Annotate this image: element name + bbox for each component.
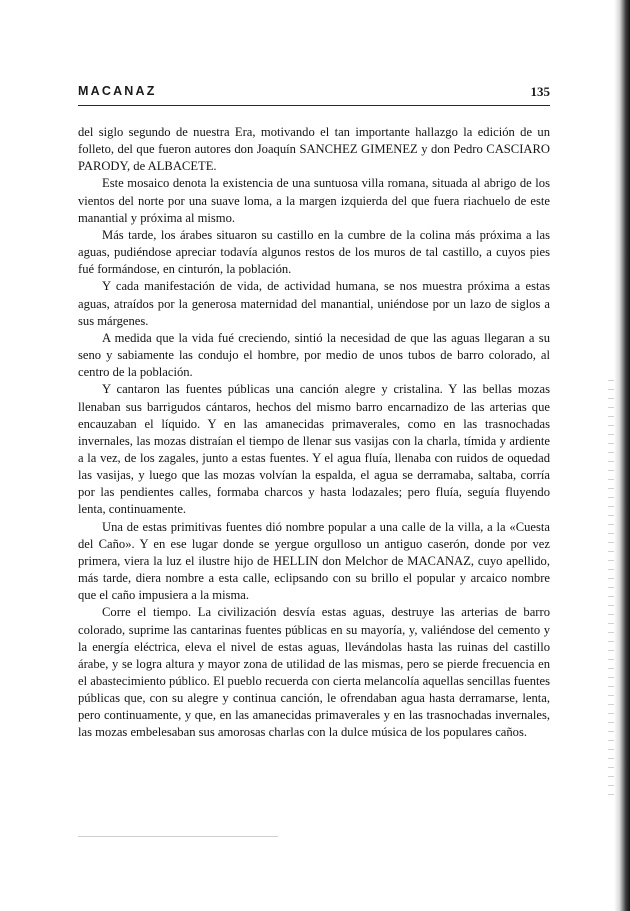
paragraph: Corre el tiempo. La civilización desvía estas aguas, destruye las arterias de barro colorado, suprime las cantarinas fuentes públicas en su mayoría, y, valiéndose del cemento y la energía eléctrica, eleva el nivel de estas aguas, llevándolas hasta las ruinas del castillo árabe, y se logra altura y mayor zona de utilidad de las mismas, pero se pierde frecuencia en el abastecimiento público. El pueblo recuerda con cierta melancolía aquellas sencillas fuentes públicas que, con su alegre y continua canción, le ofrendaban agua hasta derramarse, lenta, pero continuamente, y que, en las amanecidas primaverales y en las trasnochadas invernales, las mozas embelesaban sus amorosas charlas con la dulce música de los populares caños. xyxy=(78,605,550,740)
paragraph: Y cantaron las fuentes públicas una canción alegre y cristalina. Y las bellas mozas llenaban sus barrigudos cántaros, hechos del mismo barro encarnadizo de las arterias que encauzaban el líquido. Y en las amanecidas primaverales, como en las trasnochadas invernales, las mozas distraían el tiempo de llenar sus vasijas con la charla, tímida y ardiente a la vez, de los zagales, junto a estas fuentes. Y el agua fluía, llenaba con ruidos de oquedad las vasijas, y luego que las mozas volvían la espalda, el agua se derramaba, saltaba, corría por las pendientes calles, formaba charcos y hastа lodazales; pero fluía, seguía fluyendo lenta, continuamente. xyxy=(78,382,550,517)
paragraph: Una de estas primitivas fuentes dió nombre popular a una calle de la villa, a la «Cuesta del Caño». Y en ese lugar donde se yergue orgulloso un antiguo caserón, donde por vez primera, viera la luz el ilustre hijo de HELLIN don Melchor de MACANAZ, cuyo apellido, más tarde, diera nombre a esta calle, eclipsando con su brillo el popular y arcaico nombre que el caño impusiera a la misma. xyxy=(78,519,550,603)
paragraph: del siglo segundo de nuestra Era, motivando el tan importante hallazgo la edición de un folleto, del que fueron autores don Joaquín SANCHEZ GIMENEZ y don Pedro CASCIARO PARODY, de ALBACETE. xyxy=(78,125,550,174)
header-rule xyxy=(78,105,550,106)
page-header xyxy=(78,84,550,106)
paragraph: Y cada manifestación de vida, de actividad humana, se nos muestra próxima a estas aguas, atraídos por la generosa maternidad del manantial, uniéndose por un lazo de siglos a sus márgenes. xyxy=(78,279,550,328)
page-number: 135 xyxy=(530,84,550,99)
body-text xyxy=(78,124,550,742)
paragraph: Más tarde, los árabes situaron su castillo en la cumbre de la colina más próxima a las aguas, pudiéndose apreciar todavía algunos restos de los muros de tal castillo, a cuyos pies fué formándose, en cinturón, la población. xyxy=(78,227,550,277)
paragraph: A medida que la vida fué creciendo, sintió la necesidad de que las aguas llegaran a su seno y sabiamente las condujo el hombre, por medio de unos tubos de barro colorado, al centro de la población. xyxy=(78,330,550,380)
scan-edge xyxy=(614,0,630,911)
running-title: MACANAZ xyxy=(78,84,157,98)
bottom-rule xyxy=(78,836,278,837)
paragraph: Este mosaico denota la existencia de una suntuosa villa romana, situada al abrigo de los vientos del norte por una suave loma, a la margen izquierda del que fuera riachuelo de este manantial y próxima al mismo. xyxy=(78,176,550,225)
